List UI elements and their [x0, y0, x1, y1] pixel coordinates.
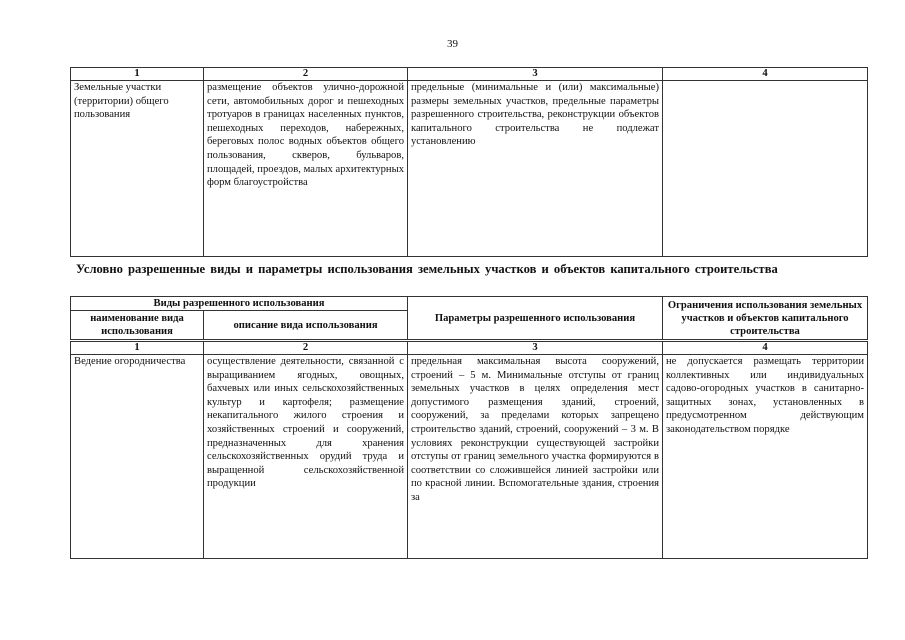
- use-name-cell: Ведение огородничества: [71, 355, 204, 559]
- use-description-cell: осуществление деятельности, связанной с выращиванием ягодных, овощных, бахчевых или иных сельскохозяйственных культур и картофеля; размещение некапитального жилого строения и хозяйственных строений и сооружений, предназначенных для хранения сельскохозяйственных орудий труда и выращенной сельскохозяйственной продукции: [204, 355, 408, 559]
- col-number: 3: [408, 341, 663, 355]
- use-description-cell: размещение объектов улично-дорожной сети, автомобильных дорог и пешеходных тротуаров в границах населенных пунктов, пешеходных переходов, набережных, береговых полос водных объектов общего пользования, скверов, бульваров, площадей, проездов, малых архитектурных форм благоустройства: [204, 81, 408, 257]
- section-title: Условно разрешенные виды и параметры использования земельных участков и объектов капитального строительства: [76, 262, 778, 276]
- permitted-uses-table: [70, 67, 868, 257]
- use-name-header: наименование вида использования: [71, 311, 204, 341]
- col-number: 4: [663, 341, 868, 355]
- page-number: 39: [447, 38, 458, 50]
- column-number-row: [71, 68, 868, 81]
- use-name-cell: Земельные участки (территории) общего пользования: [71, 81, 204, 257]
- restrictions-header: Ограничения использования земельных участков и объектов капитального строительства: [663, 297, 868, 341]
- table-row: [71, 81, 868, 257]
- use-restrictions-cell: не допускается размещать территории коллективных или индивидуальных садово-огородных участков в санитарно-защитных зонах, установленных в предусмотренном действующим законодательством порядке: [663, 355, 868, 559]
- col-number: 3: [408, 68, 663, 81]
- use-restrictions-cell: [663, 81, 868, 257]
- col-number: 2: [204, 68, 408, 81]
- use-parameters-cell: предельные (минимальные и (или) максимальные) размеры земельных участков, предельные параметры разрешенного строительства, реконструкции объектов капитального строительства не подлежат установлению: [408, 81, 663, 257]
- column-number-row: [71, 341, 868, 355]
- use-description-header: описание вида использования: [204, 311, 408, 341]
- table-row: [71, 355, 868, 559]
- col-number: 1: [71, 341, 204, 355]
- use-parameters-cell: предельная максимальная высота сооружений, строений – 5 м. Минимальные отступы от границ земельных участков в целях определения мест допустимого размещения зданий, строений, сооружений, за пределами которых запрещено строительство зданий, строений, сооружений – 3 м. В условиях реконструкции существующей застройки отступы от границ земельного участка формируются в соответствии со сложившейся линией застройки или по красной линии. Вспомогательные здания, строения за: [408, 355, 663, 559]
- col-number: 2: [204, 341, 408, 355]
- col-number: 4: [663, 68, 868, 81]
- col-number: 1: [71, 68, 204, 81]
- uses-group-header: Виды разрешенного использования: [71, 297, 408, 311]
- header-row: [71, 297, 868, 311]
- conditional-uses-table: [70, 296, 868, 559]
- parameters-header: Параметры разрешенного использования: [408, 297, 663, 341]
